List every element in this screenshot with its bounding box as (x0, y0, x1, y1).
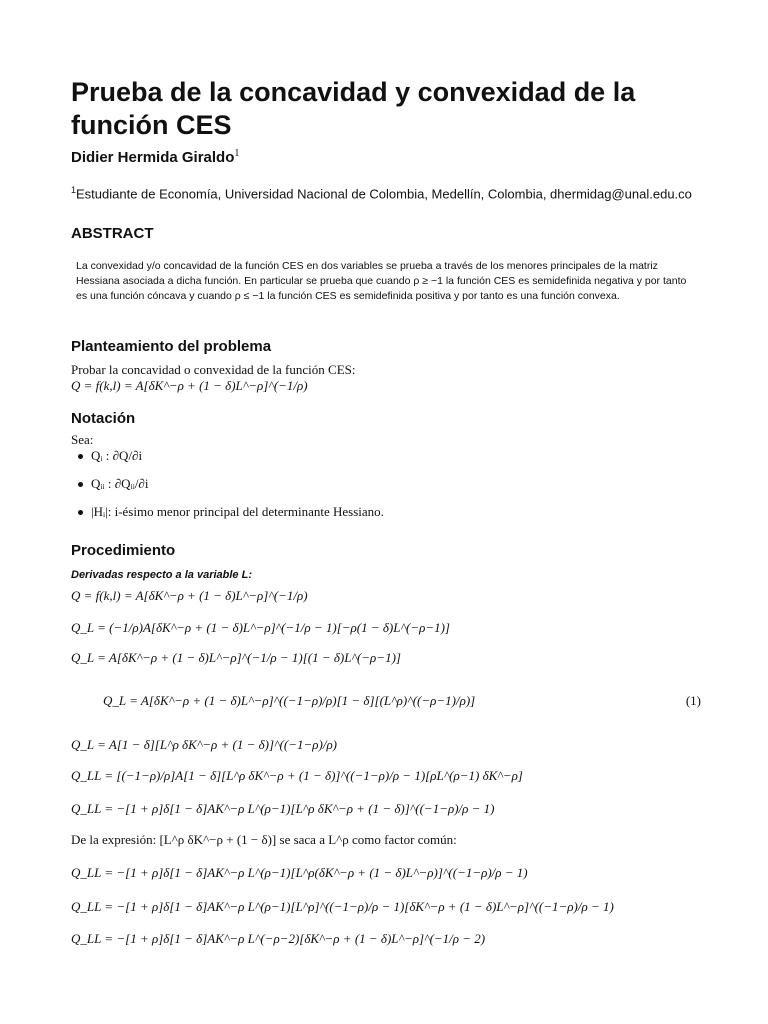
affiliation (71, 185, 692, 201)
problem-text: Probar la concavidad o convexidad de la función CES: (71, 362, 356, 377)
notation-item-text: Qᵢᵢ : ∂Qᵢᵢ/∂i (91, 476, 149, 491)
procedure-subheading: Derivadas respecto a la variable L: (71, 569, 252, 581)
abstract-heading: ABSTRACT (71, 225, 154, 242)
equation-line: Q_LL = −[1 + ρ]δ[1 − δ]AK^−ρ L^(ρ−1)[L^ρ]^((−1−ρ)/ρ − 1)[δK^−ρ + (1 − δ)L^−ρ]^((−1−ρ)/ρ − 1) (71, 899, 614, 914)
section-heading-notation: Notación (71, 410, 136, 427)
author-superscript: 1 (234, 148, 240, 159)
equation-line: Q_L = A[δK^−ρ + (1 − δ)L^−ρ]^(−1/ρ − 1)[(1 − δ)L^(−ρ−1)] (71, 650, 401, 665)
notation-list (71, 448, 384, 532)
equation-line: Q_L = (−1/ρ)A[δK^−ρ + (1 − δ)L^−ρ]^(−1/ρ − 1)[−ρ(1 − δ)L^(−ρ−1)] (71, 620, 450, 635)
notation-intro: Sea: (71, 432, 94, 447)
problem-equation: Q = f(k,l) = A[δK^−ρ + (1 − δ)L^−ρ]^(−1/ρ) (71, 378, 308, 393)
factor-text: De la expresión: [L^ρ δK^−ρ + (1 − δ)] se saca a L^ρ como factor común: (71, 832, 457, 847)
section-heading-problem: Planteamiento del problema (71, 338, 272, 355)
bullet-icon (78, 482, 83, 487)
notation-item-text: Qᵢ : ∂Q/∂i (91, 448, 143, 463)
notation-item-text: |Hᵢ|: i-ésimo menor principal del determinante Hessiano. (91, 504, 384, 519)
equation-line: Q_LL = −[1 + ρ]δ[1 − δ]AK^−ρ L^(−ρ−2)[δK^−ρ + (1 − δ)L^−ρ]^(−1/ρ − 2) (71, 931, 486, 946)
list-item (71, 448, 384, 476)
equation-line: Q_L = A[1 − δ][L^ρ δK^−ρ + (1 − δ)]^((−1−ρ)/ρ) (71, 737, 338, 752)
display-equation: Q_L = A[δK^−ρ + (1 − δ)L^−ρ]^((−1−ρ)/ρ)[1 − δ][(L^ρ)^((−ρ−1)/ρ)] (103, 693, 476, 708)
affiliation-superscript: 1 (71, 185, 77, 195)
section-heading-procedure: Procedimiento (71, 542, 176, 559)
author-line (71, 148, 239, 166)
author-name: Didier Hermida Giraldo (71, 149, 235, 166)
paper-title: Prueba de la concavidad y convexidad de la función CES (71, 77, 636, 140)
equation-line: Q_LL = [(−1−ρ)/ρ]A[1 − δ][L^ρ δK^−ρ + (1 − δ)]^((−1−ρ)/ρ − 1)[ρL^(ρ−1) δK^−ρ] (71, 768, 523, 783)
affiliation-text: Estudiante de Economía, Universidad Nacional de Colombia, Medellín, Colombia, dhermidag@unal.edu.co (76, 186, 692, 202)
list-item (71, 504, 384, 532)
equation-line: Q_LL = −[1 + ρ]δ[1 − δ]AK^−ρ L^(ρ−1)[L^ρ(δK^−ρ + (1 − δ)L^−ρ)]^((−1−ρ)/ρ − 1) (71, 865, 528, 880)
list-item (71, 476, 384, 504)
bullet-icon (78, 454, 83, 459)
equation-line: Q = f(k,l) = A[δK^−ρ + (1 − δ)L^−ρ]^(−1/ρ) (71, 588, 308, 603)
bullet-icon (78, 510, 83, 515)
abstract-text: La convexidad y/o concavidad de la función CES en dos variables se prueba a través de los menores principales de la matriz Hessiana asociada a dicha función. En particular se prueba que cuando ρ ≥ −1 la función CES es semidefinida negativa y por tanto es una función cóncava y cuando ρ ≤ −1 la función CES es semidefinida positiva y por tanto es una función convexa. (76, 260, 687, 302)
equation-number: (1) (685, 693, 701, 708)
equation-line: Q_LL = −[1 + ρ]δ[1 − δ]AK^−ρ L^(ρ−1)[L^ρ δK^−ρ + (1 − δ)]^((−1−ρ)/ρ − 1) (71, 801, 495, 816)
